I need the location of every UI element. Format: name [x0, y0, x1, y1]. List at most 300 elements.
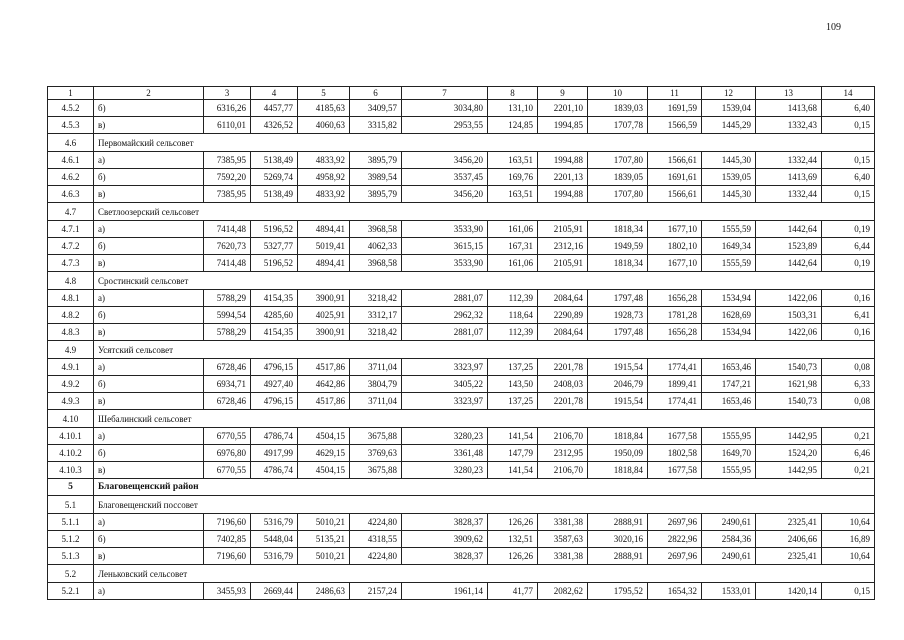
section-title: Благовещенский поссовет	[94, 496, 875, 514]
value-cell: 4025,91	[298, 307, 350, 324]
value-cell: 1534,94	[702, 290, 756, 307]
value-cell: 0,15	[822, 583, 875, 600]
row-number: 5	[48, 479, 94, 496]
value-cell: 1797,48	[588, 324, 648, 341]
value-cell: 3711,04	[350, 359, 402, 376]
value-cell: 3280,23	[402, 428, 488, 445]
value-cell: 3323,97	[402, 359, 488, 376]
column-header-6: 6	[350, 87, 402, 100]
value-cell: 1413,68	[756, 100, 822, 117]
section-row	[48, 134, 875, 152]
value-cell: 5269,74	[251, 169, 298, 186]
row-number: 4.10	[48, 410, 94, 428]
row-number: 4.9	[48, 341, 94, 359]
value-cell: 4833,92	[298, 186, 350, 203]
value-cell: 6,41	[822, 307, 875, 324]
value-cell: 3455,93	[204, 583, 251, 600]
table-row	[48, 376, 875, 393]
row-number: 4.9.1	[48, 359, 94, 376]
value-cell: 118,64	[488, 307, 538, 324]
value-cell: 3909,62	[402, 531, 488, 548]
value-cell: 4318,55	[350, 531, 402, 548]
value-cell: 2962,32	[402, 307, 488, 324]
variant-label: а)	[94, 152, 204, 169]
variant-label: а)	[94, 359, 204, 376]
table-row	[48, 324, 875, 341]
value-cell: 1540,73	[756, 393, 822, 410]
value-cell: 1677,10	[648, 221, 702, 238]
value-cell: 5316,79	[251, 548, 298, 565]
row-number: 4.7.3	[48, 255, 94, 272]
value-cell: 2157,24	[350, 583, 402, 600]
value-cell: 1802,10	[648, 238, 702, 255]
value-cell: 5135,21	[298, 531, 350, 548]
value-cell: 6110,01	[204, 117, 251, 134]
variant-label: а)	[94, 583, 204, 600]
value-cell: 4958,92	[298, 169, 350, 186]
value-cell: 2106,70	[538, 428, 588, 445]
value-cell: 7385,95	[204, 186, 251, 203]
value-cell: 2106,70	[538, 462, 588, 479]
value-cell: 1555,95	[702, 428, 756, 445]
value-cell: 4517,86	[298, 393, 350, 410]
value-cell: 0,15	[822, 117, 875, 134]
value-cell: 1524,20	[756, 445, 822, 462]
value-cell: 4504,15	[298, 462, 350, 479]
section-row	[48, 410, 875, 428]
value-cell: 1915,54	[588, 393, 648, 410]
value-cell: 5196,52	[251, 255, 298, 272]
value-cell: 16,89	[822, 531, 875, 548]
value-cell: 163,51	[488, 152, 538, 169]
value-cell: 4629,15	[298, 445, 350, 462]
table-row	[48, 307, 875, 324]
row-number: 4.8.2	[48, 307, 94, 324]
table-row	[48, 255, 875, 272]
value-cell: 2046,79	[588, 376, 648, 393]
value-cell: 3895,79	[350, 152, 402, 169]
table-row	[48, 238, 875, 255]
table-row	[48, 514, 875, 531]
row-number: 4.10.3	[48, 462, 94, 479]
value-cell: 1677,58	[648, 462, 702, 479]
section-title: Леньковский сельсовет	[94, 565, 875, 583]
row-number: 4.10.1	[48, 428, 94, 445]
variant-label: б)	[94, 100, 204, 117]
value-cell: 3361,48	[402, 445, 488, 462]
row-number: 5.1.3	[48, 548, 94, 565]
row-number: 4.6	[48, 134, 94, 152]
column-header-10: 10	[588, 87, 648, 100]
row-number: 4.10.2	[48, 445, 94, 462]
value-cell: 1649,70	[702, 445, 756, 462]
value-cell: 3280,23	[402, 462, 488, 479]
variant-label: б)	[94, 238, 204, 255]
value-cell: 2822,96	[648, 531, 702, 548]
column-header-5: 5	[298, 87, 350, 100]
value-cell: 4224,80	[350, 548, 402, 565]
value-cell: 6,40	[822, 169, 875, 186]
value-cell: 10,64	[822, 548, 875, 565]
value-cell: 1677,10	[648, 255, 702, 272]
column-header-4: 4	[251, 87, 298, 100]
value-cell: 4285,60	[251, 307, 298, 324]
value-cell: 5327,77	[251, 238, 298, 255]
value-cell: 169,76	[488, 169, 538, 186]
value-cell: 4642,86	[298, 376, 350, 393]
value-cell: 126,26	[488, 548, 538, 565]
value-cell: 1539,04	[702, 100, 756, 117]
variant-label: в)	[94, 462, 204, 479]
table-row	[48, 428, 875, 445]
value-cell: 6,46	[822, 445, 875, 462]
section-title: Шебалинский сельсовет	[94, 410, 875, 428]
column-header-9: 9	[538, 87, 588, 100]
column-header-12: 12	[702, 87, 756, 100]
value-cell: 7402,85	[204, 531, 251, 548]
value-cell: 7414,48	[204, 221, 251, 238]
table-row	[48, 100, 875, 117]
column-number-row	[48, 87, 875, 100]
value-cell: 143,50	[488, 376, 538, 393]
value-cell: 0,19	[822, 221, 875, 238]
value-cell: 2881,07	[402, 290, 488, 307]
value-cell: 2490,61	[702, 548, 756, 565]
value-cell: 3034,80	[402, 100, 488, 117]
value-cell: 4517,86	[298, 359, 350, 376]
table-row	[48, 152, 875, 169]
value-cell: 4833,92	[298, 152, 350, 169]
value-cell: 2084,64	[538, 290, 588, 307]
variant-label: б)	[94, 376, 204, 393]
value-cell: 1442,64	[756, 255, 822, 272]
value-cell: 1781,28	[648, 307, 702, 324]
value-cell: 3405,22	[402, 376, 488, 393]
value-cell: 3533,90	[402, 221, 488, 238]
value-cell: 6770,55	[204, 462, 251, 479]
value-cell: 4154,35	[251, 290, 298, 307]
value-cell: 1994,85	[538, 117, 588, 134]
value-cell: 2697,96	[648, 548, 702, 565]
value-cell: 5138,49	[251, 152, 298, 169]
value-cell: 2312,95	[538, 445, 588, 462]
value-cell: 126,26	[488, 514, 538, 531]
value-cell: 3381,38	[538, 514, 588, 531]
value-cell: 2105,91	[538, 221, 588, 238]
value-cell: 1649,34	[702, 238, 756, 255]
value-cell: 2084,64	[538, 324, 588, 341]
value-cell: 2325,41	[756, 548, 822, 565]
value-cell: 1621,98	[756, 376, 822, 393]
value-cell: 3900,91	[298, 324, 350, 341]
value-cell: 1422,06	[756, 290, 822, 307]
value-cell: 1839,05	[588, 169, 648, 186]
section-row	[48, 565, 875, 583]
value-cell: 3675,88	[350, 428, 402, 445]
district-title: Благовещенский район	[94, 479, 875, 496]
value-cell: 1994,88	[538, 186, 588, 203]
value-cell: 147,79	[488, 445, 538, 462]
value-cell: 4796,15	[251, 393, 298, 410]
value-cell: 1442,64	[756, 221, 822, 238]
row-number: 4.5.2	[48, 100, 94, 117]
section-title: Сростинский сельсовет	[94, 272, 875, 290]
value-cell: 3218,42	[350, 290, 402, 307]
value-cell: 3456,20	[402, 152, 488, 169]
value-cell: 5019,41	[298, 238, 350, 255]
value-cell: 3218,42	[350, 324, 402, 341]
section-title: Усятский сельсовет	[94, 341, 875, 359]
value-cell: 4927,40	[251, 376, 298, 393]
value-cell: 3804,79	[350, 376, 402, 393]
value-cell: 1523,89	[756, 238, 822, 255]
page-number: 109	[826, 22, 841, 33]
value-cell: 3312,17	[350, 307, 402, 324]
value-cell: 6934,71	[204, 376, 251, 393]
variant-label: в)	[94, 255, 204, 272]
table-row	[48, 462, 875, 479]
value-cell: 1442,95	[756, 462, 822, 479]
value-cell: 1445,30	[702, 186, 756, 203]
district-row	[48, 479, 875, 496]
column-header-14: 14	[822, 87, 875, 100]
value-cell: 1653,46	[702, 393, 756, 410]
column-header-2: 2	[94, 87, 204, 100]
value-cell: 7385,95	[204, 152, 251, 169]
variant-label: а)	[94, 221, 204, 238]
row-number: 4.5.3	[48, 117, 94, 134]
value-cell: 1656,28	[648, 324, 702, 341]
value-cell: 1707,80	[588, 152, 648, 169]
value-cell: 1422,06	[756, 324, 822, 341]
value-cell: 3615,15	[402, 238, 488, 255]
row-number: 4.8.1	[48, 290, 94, 307]
value-cell: 6,33	[822, 376, 875, 393]
value-cell: 4894,41	[298, 255, 350, 272]
section-title: Первомайский сельсовет	[94, 134, 875, 152]
value-cell: 2888,91	[588, 548, 648, 565]
value-cell: 7414,48	[204, 255, 251, 272]
value-cell: 2201,13	[538, 169, 588, 186]
value-cell: 2888,91	[588, 514, 648, 531]
value-cell: 3456,20	[402, 186, 488, 203]
value-cell: 2953,55	[402, 117, 488, 134]
value-cell: 6728,46	[204, 393, 251, 410]
column-header-7: 7	[402, 87, 488, 100]
value-cell: 2584,36	[702, 531, 756, 548]
value-cell: 7592,20	[204, 169, 251, 186]
value-cell: 1707,80	[588, 186, 648, 203]
value-cell: 1654,32	[648, 583, 702, 600]
value-cell: 1534,94	[702, 324, 756, 341]
value-cell: 1442,95	[756, 428, 822, 445]
value-cell: 2406,66	[756, 531, 822, 548]
value-cell: 3533,90	[402, 255, 488, 272]
value-cell: 2669,44	[251, 583, 298, 600]
value-cell: 3537,45	[402, 169, 488, 186]
section-title: Светлоозерский сельсовет	[94, 203, 875, 221]
value-cell: 5788,29	[204, 324, 251, 341]
value-cell: 2697,96	[648, 514, 702, 531]
variant-label: в)	[94, 548, 204, 565]
value-cell: 2486,63	[298, 583, 350, 600]
variant-label: б)	[94, 307, 204, 324]
value-cell: 4894,41	[298, 221, 350, 238]
value-cell: 6770,55	[204, 428, 251, 445]
value-cell: 7196,60	[204, 548, 251, 565]
value-cell: 1332,44	[756, 152, 822, 169]
value-cell: 4224,80	[350, 514, 402, 531]
value-cell: 4060,63	[298, 117, 350, 134]
value-cell: 1503,31	[756, 307, 822, 324]
value-cell: 6,40	[822, 100, 875, 117]
value-cell: 6316,26	[204, 100, 251, 117]
value-cell: 0,16	[822, 290, 875, 307]
value-cell: 1950,09	[588, 445, 648, 462]
value-cell: 161,06	[488, 221, 538, 238]
value-cell: 1555,59	[702, 221, 756, 238]
value-cell: 1420,14	[756, 583, 822, 600]
value-cell: 1677,58	[648, 428, 702, 445]
value-cell: 1332,44	[756, 186, 822, 203]
value-cell: 132,51	[488, 531, 538, 548]
value-cell: 1445,29	[702, 117, 756, 134]
value-cell: 1707,78	[588, 117, 648, 134]
table-row	[48, 583, 875, 600]
table-row	[48, 221, 875, 238]
value-cell: 1540,73	[756, 359, 822, 376]
value-cell: 1413,69	[756, 169, 822, 186]
row-number: 4.7.2	[48, 238, 94, 255]
value-cell: 1332,43	[756, 117, 822, 134]
value-cell: 4326,52	[251, 117, 298, 134]
value-cell: 4504,15	[298, 428, 350, 445]
value-cell: 2290,89	[538, 307, 588, 324]
value-cell: 6728,46	[204, 359, 251, 376]
tariff-table	[47, 86, 875, 600]
value-cell: 161,06	[488, 255, 538, 272]
table-row	[48, 531, 875, 548]
value-cell: 2325,41	[756, 514, 822, 531]
row-number: 4.7	[48, 203, 94, 221]
value-cell: 1899,41	[648, 376, 702, 393]
column-header-13: 13	[756, 87, 822, 100]
value-cell: 3989,54	[350, 169, 402, 186]
column-header-3: 3	[204, 87, 251, 100]
value-cell: 2201,78	[538, 393, 588, 410]
value-cell: 4786,74	[251, 428, 298, 445]
variant-label: б)	[94, 445, 204, 462]
value-cell: 2201,78	[538, 359, 588, 376]
value-cell: 1818,84	[588, 428, 648, 445]
value-cell: 4154,35	[251, 324, 298, 341]
value-cell: 5138,49	[251, 186, 298, 203]
value-cell: 7196,60	[204, 514, 251, 531]
value-cell: 4917,99	[251, 445, 298, 462]
value-cell: 5196,52	[251, 221, 298, 238]
value-cell: 2201,10	[538, 100, 588, 117]
value-cell: 3828,37	[402, 514, 488, 531]
table-row	[48, 117, 875, 134]
value-cell: 124,85	[488, 117, 538, 134]
value-cell: 4185,63	[298, 100, 350, 117]
value-cell: 163,51	[488, 186, 538, 203]
value-cell: 10,64	[822, 514, 875, 531]
column-header-11: 11	[648, 87, 702, 100]
value-cell: 2408,03	[538, 376, 588, 393]
value-cell: 167,31	[488, 238, 538, 255]
value-cell: 3409,57	[350, 100, 402, 117]
value-cell: 2105,91	[538, 255, 588, 272]
variant-label: а)	[94, 290, 204, 307]
value-cell: 5010,21	[298, 514, 350, 531]
value-cell: 1818,84	[588, 462, 648, 479]
value-cell: 1797,48	[588, 290, 648, 307]
row-number: 4.6.1	[48, 152, 94, 169]
value-cell: 3381,38	[538, 548, 588, 565]
value-cell: 0,19	[822, 255, 875, 272]
value-cell: 3675,88	[350, 462, 402, 479]
value-cell: 3900,91	[298, 290, 350, 307]
section-row	[48, 203, 875, 221]
value-cell: 4796,15	[251, 359, 298, 376]
value-cell: 1774,41	[648, 393, 702, 410]
variant-label: б)	[94, 531, 204, 548]
value-cell: 1949,59	[588, 238, 648, 255]
column-header-1: 1	[48, 87, 94, 100]
value-cell: 1691,59	[648, 100, 702, 117]
value-cell: 1818,34	[588, 255, 648, 272]
value-cell: 5448,04	[251, 531, 298, 548]
table-body	[48, 100, 875, 600]
value-cell: 1994,88	[538, 152, 588, 169]
value-cell: 1555,95	[702, 462, 756, 479]
value-cell: 1839,03	[588, 100, 648, 117]
value-cell: 0,08	[822, 359, 875, 376]
value-cell: 1566,61	[648, 152, 702, 169]
variant-label: б)	[94, 169, 204, 186]
variant-label: в)	[94, 117, 204, 134]
value-cell: 3587,63	[538, 531, 588, 548]
value-cell: 3895,79	[350, 186, 402, 203]
row-number: 4.6.2	[48, 169, 94, 186]
value-cell: 5994,54	[204, 307, 251, 324]
column-header-8: 8	[488, 87, 538, 100]
row-number: 4.9.2	[48, 376, 94, 393]
value-cell: 1566,61	[648, 186, 702, 203]
value-cell: 2881,07	[402, 324, 488, 341]
value-cell: 1747,21	[702, 376, 756, 393]
value-cell: 3968,58	[350, 255, 402, 272]
row-number: 5.1.2	[48, 531, 94, 548]
value-cell: 141,54	[488, 462, 538, 479]
value-cell: 5010,21	[298, 548, 350, 565]
table-row	[48, 290, 875, 307]
value-cell: 5788,29	[204, 290, 251, 307]
value-cell: 141,54	[488, 428, 538, 445]
value-cell: 3968,58	[350, 221, 402, 238]
row-number: 5.1	[48, 496, 94, 514]
value-cell: 2082,62	[538, 583, 588, 600]
value-cell: 0,15	[822, 186, 875, 203]
value-cell: 6976,80	[204, 445, 251, 462]
row-number: 4.8	[48, 272, 94, 290]
value-cell: 137,25	[488, 393, 538, 410]
value-cell: 2312,16	[538, 238, 588, 255]
value-cell: 1533,01	[702, 583, 756, 600]
value-cell: 1802,58	[648, 445, 702, 462]
value-cell: 3315,82	[350, 117, 402, 134]
